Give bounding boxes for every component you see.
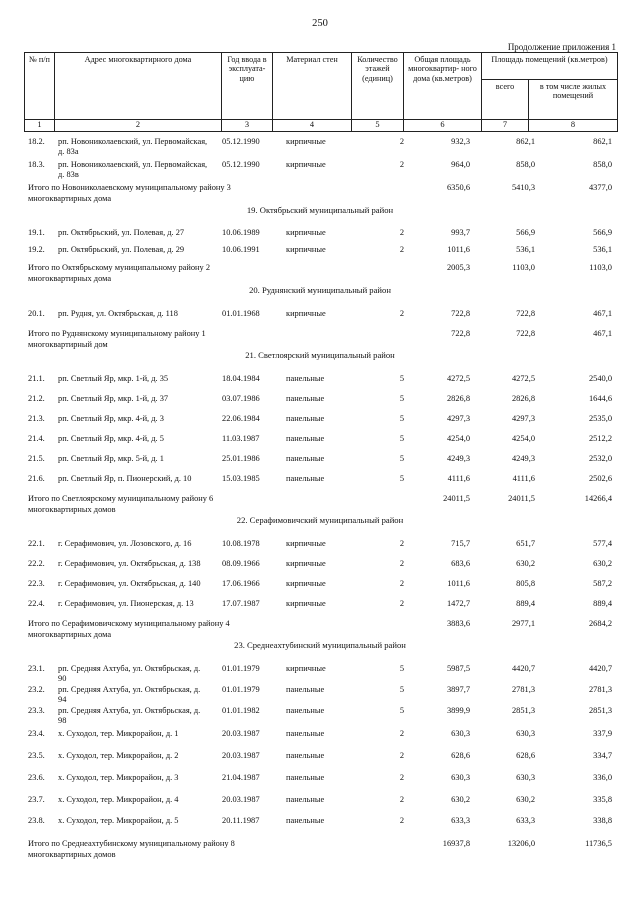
row-residential-area: 4420,7 xyxy=(588,664,612,673)
page-number: 250 xyxy=(312,18,328,29)
row-premises-area: 628,6 xyxy=(516,751,535,760)
row-floors: 2 xyxy=(399,539,404,548)
total-row xyxy=(28,263,612,285)
row-address-continued: 98 xyxy=(58,716,67,725)
row-material: панельные xyxy=(286,414,325,423)
row-number: 23.3. xyxy=(28,706,45,715)
row-material: кирпичные xyxy=(286,664,326,673)
row-total-area: 4272,5 xyxy=(446,374,470,383)
row-residential-area: 2502,6 xyxy=(588,474,612,483)
row-premises-area: 630,3 xyxy=(516,729,535,738)
column-number: 6 xyxy=(440,120,445,129)
row-residential-area: 2851,3 xyxy=(588,706,612,715)
row-floors: 2 xyxy=(399,816,404,825)
total-label: Итого по Новониколаевскому муниципальному району 3 многоквартирных дома xyxy=(28,183,231,203)
header-col-year: Год ввода в эксплуата- цию xyxy=(227,55,267,83)
total-row xyxy=(28,494,612,516)
row-address: г. Серафимович, ул. Лозовского, д. 16 xyxy=(58,539,192,548)
total-label: Итого по Среднеахтубинскому муниципальному району 8 многоквартирных домов xyxy=(28,839,235,859)
row-number: 21.1. xyxy=(28,374,45,383)
total-label: Итого по Светлоярскому муниципальному району 6 многоквартирных домов xyxy=(28,494,214,514)
row-residential-area: 862,1 xyxy=(593,137,612,146)
row-number: 21.6. xyxy=(28,474,45,483)
column-number: 1 xyxy=(37,120,42,129)
row-premises-area: 630,3 xyxy=(516,773,535,782)
row-residential-area: 1644,6 xyxy=(588,394,612,403)
row-residential-area: 630,2 xyxy=(593,559,612,568)
row-residential-area: 467,1 xyxy=(593,309,612,318)
row-floors: 2 xyxy=(399,309,404,318)
row-residential-area: 577,4 xyxy=(593,539,612,548)
row-year: 10.08.1978 xyxy=(222,539,260,548)
row-number: 21.4. xyxy=(28,434,45,443)
row-number: 22.2. xyxy=(28,559,45,568)
row-floors: 2 xyxy=(399,773,404,782)
header-col-address: Адрес многоквартирного дома xyxy=(84,55,192,64)
row-premises-area: 889,4 xyxy=(516,599,535,608)
total-premises-area: 24011,5 xyxy=(508,494,535,503)
row-total-area: 4254,0 xyxy=(446,434,470,443)
row-number: 22.1. xyxy=(28,539,45,548)
row-material: кирпичные xyxy=(286,228,326,237)
total-total-area: 6350,6 xyxy=(446,183,470,192)
header-col-residential: в том числе жилых помещений xyxy=(539,82,607,101)
row-year: 20.11.1987 xyxy=(222,816,260,825)
row-premises-area: 2826,8 xyxy=(511,394,535,403)
row-total-area: 932,3 xyxy=(451,137,470,146)
row-material: панельные xyxy=(286,685,325,694)
row-floors: 5 xyxy=(399,394,404,403)
row-year: 22.06.1984 xyxy=(222,414,260,423)
row-material: панельные xyxy=(286,454,325,463)
row-address: рп. Средняя Ахтуба, ул. Октябрьская, д. xyxy=(58,685,201,694)
header-sub-line xyxy=(481,79,618,80)
total-residential-area: 467,1 xyxy=(593,329,612,338)
header-col-number: № п/п xyxy=(29,55,50,64)
row-material: кирпичные xyxy=(286,599,326,608)
total-residential-area: 2684,2 xyxy=(588,619,612,628)
row-year: 01.01.1968 xyxy=(222,309,260,318)
row-year: 20.03.1987 xyxy=(222,729,260,738)
row-total-area: 628,6 xyxy=(451,751,470,760)
row-number: 21.2. xyxy=(28,394,45,403)
row-address: х. Суходол, тер. Микрорайон, д. 5 xyxy=(58,816,179,825)
row-address: х. Суходол, тер. Микрорайон, д. 1 xyxy=(58,729,179,738)
row-year: 03.07.1986 xyxy=(222,394,260,403)
row-number: 19.2. xyxy=(28,245,45,254)
row-residential-area: 338,8 xyxy=(593,816,612,825)
total-total-area: 16937,8 xyxy=(442,839,470,848)
total-row xyxy=(28,329,612,351)
row-address: рп. Новониколаевский, ул. Первомайская, xyxy=(58,160,208,169)
row-floors: 2 xyxy=(399,137,404,146)
row-address-continued: д. 83а xyxy=(58,147,79,156)
row-residential-area: 336,0 xyxy=(593,773,612,782)
row-material: кирпичные xyxy=(286,539,326,548)
row-total-area: 630,3 xyxy=(451,773,470,782)
row-total-area: 2826,8 xyxy=(446,394,470,403)
row-premises-area: 862,1 xyxy=(516,137,535,146)
total-residential-area: 1103,0 xyxy=(589,263,612,272)
row-premises-area: 633,3 xyxy=(516,816,535,825)
row-premises-area: 2851,3 xyxy=(511,706,535,715)
row-address: рп. Светлый Яр, мкр. 1-й, д. 35 xyxy=(58,374,169,383)
row-residential-area: 566,9 xyxy=(593,228,612,237)
total-total-area: 3883,6 xyxy=(446,619,470,628)
row-premises-area: 630,2 xyxy=(516,559,535,568)
row-number: 23.7. xyxy=(28,795,45,804)
row-number: 23.2. xyxy=(28,685,45,694)
row-material: кирпичные xyxy=(286,160,326,169)
row-residential-area: 2532,0 xyxy=(588,454,612,463)
row-total-area: 4297,3 xyxy=(446,414,470,423)
row-total-area: 964,0 xyxy=(451,160,470,169)
row-premises-area: 630,2 xyxy=(516,795,535,804)
row-address: рп. Октябрьский, ул. Полевая, д. 29 xyxy=(58,245,185,254)
row-address: рп. Средняя Ахтуба, ул. Октябрьская, д. xyxy=(58,706,201,715)
row-material: панельные xyxy=(286,816,325,825)
row-material: панельные xyxy=(286,434,325,443)
table-header xyxy=(0,0,640,130)
row-number: 23.1. xyxy=(28,664,45,673)
row-residential-area: 334,7 xyxy=(593,751,612,760)
row-year: 20.03.1987 xyxy=(222,751,260,760)
total-premises-area: 13206,0 xyxy=(507,839,535,848)
row-premises-area: 4272,5 xyxy=(511,374,535,383)
total-premises-area: 1103,0 xyxy=(512,263,535,272)
row-residential-area: 889,4 xyxy=(593,599,612,608)
row-address: рп. Средняя Ахтуба, ул. Октябрьская, д. xyxy=(58,664,201,673)
row-number: 18.3. xyxy=(28,160,45,169)
row-address-continued: д. 83в xyxy=(58,170,79,179)
row-floors: 5 xyxy=(399,685,404,694)
row-premises-area: 566,9 xyxy=(516,228,535,237)
header-top-line xyxy=(24,52,618,53)
row-total-area: 4249,3 xyxy=(446,454,470,463)
row-address: рп. Октябрьский, ул. Полевая, д. 27 xyxy=(58,228,185,237)
row-year: 18.04.1984 xyxy=(222,374,260,383)
row-floors: 5 xyxy=(399,414,404,423)
district-heading: 19. Октябрьский муниципальный район xyxy=(246,205,394,215)
row-year: 17.06.1966 xyxy=(222,579,260,588)
row-floors: 2 xyxy=(399,160,404,169)
row-material: панельные xyxy=(286,394,325,403)
row-total-area: 1472,7 xyxy=(446,599,470,608)
row-residential-area: 536,1 xyxy=(593,245,612,254)
row-address: г. Серафимович, ул. Пионерская, д. 13 xyxy=(58,599,194,608)
row-number: 20.1. xyxy=(28,309,45,318)
row-address: рп. Светлый Яр, мкр. 4-й, д. 5 xyxy=(58,434,164,443)
column-number: 5 xyxy=(375,120,380,129)
row-premises-area: 651,7 xyxy=(516,539,535,548)
row-number: 23.5. xyxy=(28,751,45,760)
column-number: 3 xyxy=(244,120,250,129)
row-floors: 2 xyxy=(399,228,404,237)
district-heading: 20. Руднянский муниципальный район xyxy=(249,285,391,295)
row-floors: 5 xyxy=(399,474,404,483)
row-residential-area: 337,9 xyxy=(593,729,612,738)
total-label: Итого по Руднянскому муниципальному району 1 многоквартирный дом xyxy=(28,329,206,349)
row-address: рп. Светлый Яр, мкр. 5-й, д. 1 xyxy=(58,454,164,463)
row-premises-area: 4111,6 xyxy=(512,474,535,483)
row-year: 15.03.1985 xyxy=(222,474,260,483)
total-label: Итого по Октябрьскому муниципальному району 2 многоквартирных дома xyxy=(28,263,211,283)
row-year: 17.07.1987 xyxy=(222,599,260,608)
row-material: панельные xyxy=(286,706,325,715)
total-label: Итого по Серафимовичскому муниципальному району 4 многоквартирных дома xyxy=(28,619,230,639)
row-residential-area: 858,0 xyxy=(593,160,612,169)
row-total-area: 3899,9 xyxy=(446,706,470,715)
district-heading: 22. Серафимовичский муниципальный район xyxy=(236,515,404,525)
row-total-area: 3897,7 xyxy=(446,685,470,694)
row-address: х. Суходол, тер. Микрорайон, д. 3 xyxy=(58,773,179,782)
continuation-note: Продолжение приложения 1 xyxy=(507,42,616,52)
total-total-area: 24011,5 xyxy=(443,494,470,503)
row-total-area: 722,8 xyxy=(451,309,470,318)
row-material: кирпичные xyxy=(286,245,326,254)
row-total-area: 4111,6 xyxy=(447,474,470,483)
row-floors: 5 xyxy=(399,664,404,673)
row-number: 21.3. xyxy=(28,414,45,423)
row-number: 19.1. xyxy=(28,228,45,237)
row-floors: 5 xyxy=(399,434,404,443)
row-year: 20.03.1987 xyxy=(222,795,260,804)
total-row xyxy=(28,619,612,641)
row-address: х. Суходол, тер. Микрорайон, д. 2 xyxy=(58,751,179,760)
header-col-total-area: Общая площадь многоквартир- ного дома (кв.метров) xyxy=(408,55,477,83)
row-floors: 2 xyxy=(399,729,404,738)
header-col-material: Материал стен xyxy=(286,55,338,64)
row-premises-area: 722,8 xyxy=(516,309,535,318)
row-material: кирпичные xyxy=(286,559,326,568)
row-year: 10.06.1989 xyxy=(222,228,260,237)
row-address: рп. Светлый Яр, п. Пионерский, д. 10 xyxy=(58,474,192,483)
district-heading: 23. Среднеахтубинский муниципальный район xyxy=(234,640,406,650)
row-number: 23.4. xyxy=(28,729,45,738)
district-heading: 21. Светлоярский муниципальный район xyxy=(245,350,395,360)
row-year: 11.03.1987 xyxy=(222,434,260,443)
column-number: 2 xyxy=(135,120,141,129)
row-floors: 2 xyxy=(399,559,404,568)
row-number: 18.2. xyxy=(28,137,45,146)
row-premises-area: 536,1 xyxy=(516,245,535,254)
row-address: рп. Рудня, ул. Октябрьская, д. 118 xyxy=(58,309,178,318)
row-residential-area: 2535,0 xyxy=(588,414,612,423)
row-floors: 5 xyxy=(399,706,404,715)
total-row xyxy=(28,183,612,205)
total-total-area: 722,8 xyxy=(451,329,470,338)
total-row xyxy=(28,839,612,861)
total-premises-area: 5410,3 xyxy=(511,183,535,192)
row-total-area: 630,3 xyxy=(451,729,470,738)
row-material: панельные xyxy=(286,773,325,782)
row-floors: 2 xyxy=(399,245,404,254)
row-total-area: 993,7 xyxy=(451,228,470,237)
total-residential-area: 11736,5 xyxy=(585,839,612,848)
row-number: 23.8. xyxy=(28,816,45,825)
row-material: панельные xyxy=(286,374,325,383)
row-material: кирпичные xyxy=(286,309,326,318)
row-number: 21.5. xyxy=(28,454,45,463)
row-year: 01.01.1979 xyxy=(222,664,260,673)
row-floors: 2 xyxy=(399,751,404,760)
row-address: рп. Новониколаевский, ул. Первомайская, xyxy=(58,137,208,146)
column-number: 4 xyxy=(309,120,315,129)
row-total-area: 715,7 xyxy=(451,539,470,548)
row-residential-area: 2781,3 xyxy=(588,685,612,694)
row-year: 01.01.1982 xyxy=(222,706,260,715)
row-year: 05.12.1990 xyxy=(222,160,260,169)
header-col-premises-area: Площадь помещений (кв.метров) xyxy=(491,55,608,64)
row-material: панельные xyxy=(286,751,325,760)
row-floors: 2 xyxy=(399,579,404,588)
row-total-area: 1011,6 xyxy=(447,245,470,254)
row-number: 23.6. xyxy=(28,773,45,782)
row-material: кирпичные xyxy=(286,137,326,146)
row-address: х. Суходол, тер. Микрорайон, д. 4 xyxy=(58,795,179,804)
row-address: рп. Светлый Яр, мкр. 1-й, д. 37 xyxy=(58,394,169,403)
row-premises-area: 4249,3 xyxy=(511,454,535,463)
row-residential-area: 587,2 xyxy=(593,579,612,588)
row-floors: 5 xyxy=(399,374,404,383)
row-material: панельные xyxy=(286,795,325,804)
total-residential-area: 4377,0 xyxy=(588,183,612,192)
row-premises-area: 4420,7 xyxy=(511,664,535,673)
row-number: 22.4. xyxy=(28,599,45,608)
column-number: 7 xyxy=(502,120,508,129)
row-address-continued: 90 xyxy=(58,674,67,683)
row-year: 10.06.1991 xyxy=(222,245,260,254)
row-total-area: 683,6 xyxy=(451,559,470,568)
row-premises-area: 4297,3 xyxy=(511,414,535,423)
header-col-floors: Количество этажей (единиц) xyxy=(357,55,398,83)
row-material: панельные xyxy=(286,474,325,483)
row-address: г. Серафимович, ул. Октябрьская, д. 138 xyxy=(58,559,201,568)
row-floors: 2 xyxy=(399,599,404,608)
row-material: панельные xyxy=(286,729,325,738)
row-address: рп. Светлый Яр, мкр. 4-й, д. 3 xyxy=(58,414,164,423)
total-residential-area: 14266,4 xyxy=(584,494,612,503)
row-number: 22.3. xyxy=(28,579,45,588)
row-residential-area: 335,8 xyxy=(593,795,612,804)
row-total-area: 1011,6 xyxy=(447,579,470,588)
row-total-area: 630,2 xyxy=(451,795,470,804)
row-address-continued: 94 xyxy=(58,695,67,704)
row-premises-area: 858,0 xyxy=(516,160,535,169)
row-premises-area: 805,8 xyxy=(516,579,535,588)
row-total-area: 633,3 xyxy=(451,816,470,825)
row-premises-area: 4254,0 xyxy=(511,434,535,443)
total-premises-area: 722,8 xyxy=(516,329,535,338)
row-year: 08.09.1966 xyxy=(222,559,260,568)
row-address: г. Серафимович, ул. Октябрьская, д. 140 xyxy=(58,579,201,588)
total-premises-area: 2977,1 xyxy=(511,619,535,628)
row-premises-area: 2781,3 xyxy=(511,685,535,694)
row-floors: 2 xyxy=(399,795,404,804)
row-year: 25.01.1986 xyxy=(222,454,260,463)
vline xyxy=(617,52,618,132)
header-col-premises-total: всего xyxy=(495,82,515,91)
row-residential-area: 2540,0 xyxy=(588,374,612,383)
row-year: 21.04.1987 xyxy=(222,773,260,782)
row-floors: 5 xyxy=(399,454,404,463)
column-number: 8 xyxy=(570,120,576,129)
row-total-area: 5987,5 xyxy=(446,664,470,673)
row-year: 01.01.1979 xyxy=(222,685,260,694)
row-year: 05.12.1990 xyxy=(222,137,260,146)
row-residential-area: 2512,2 xyxy=(588,434,612,443)
total-total-area: 2005,3 xyxy=(446,263,470,272)
row-material: кирпичные xyxy=(286,579,326,588)
